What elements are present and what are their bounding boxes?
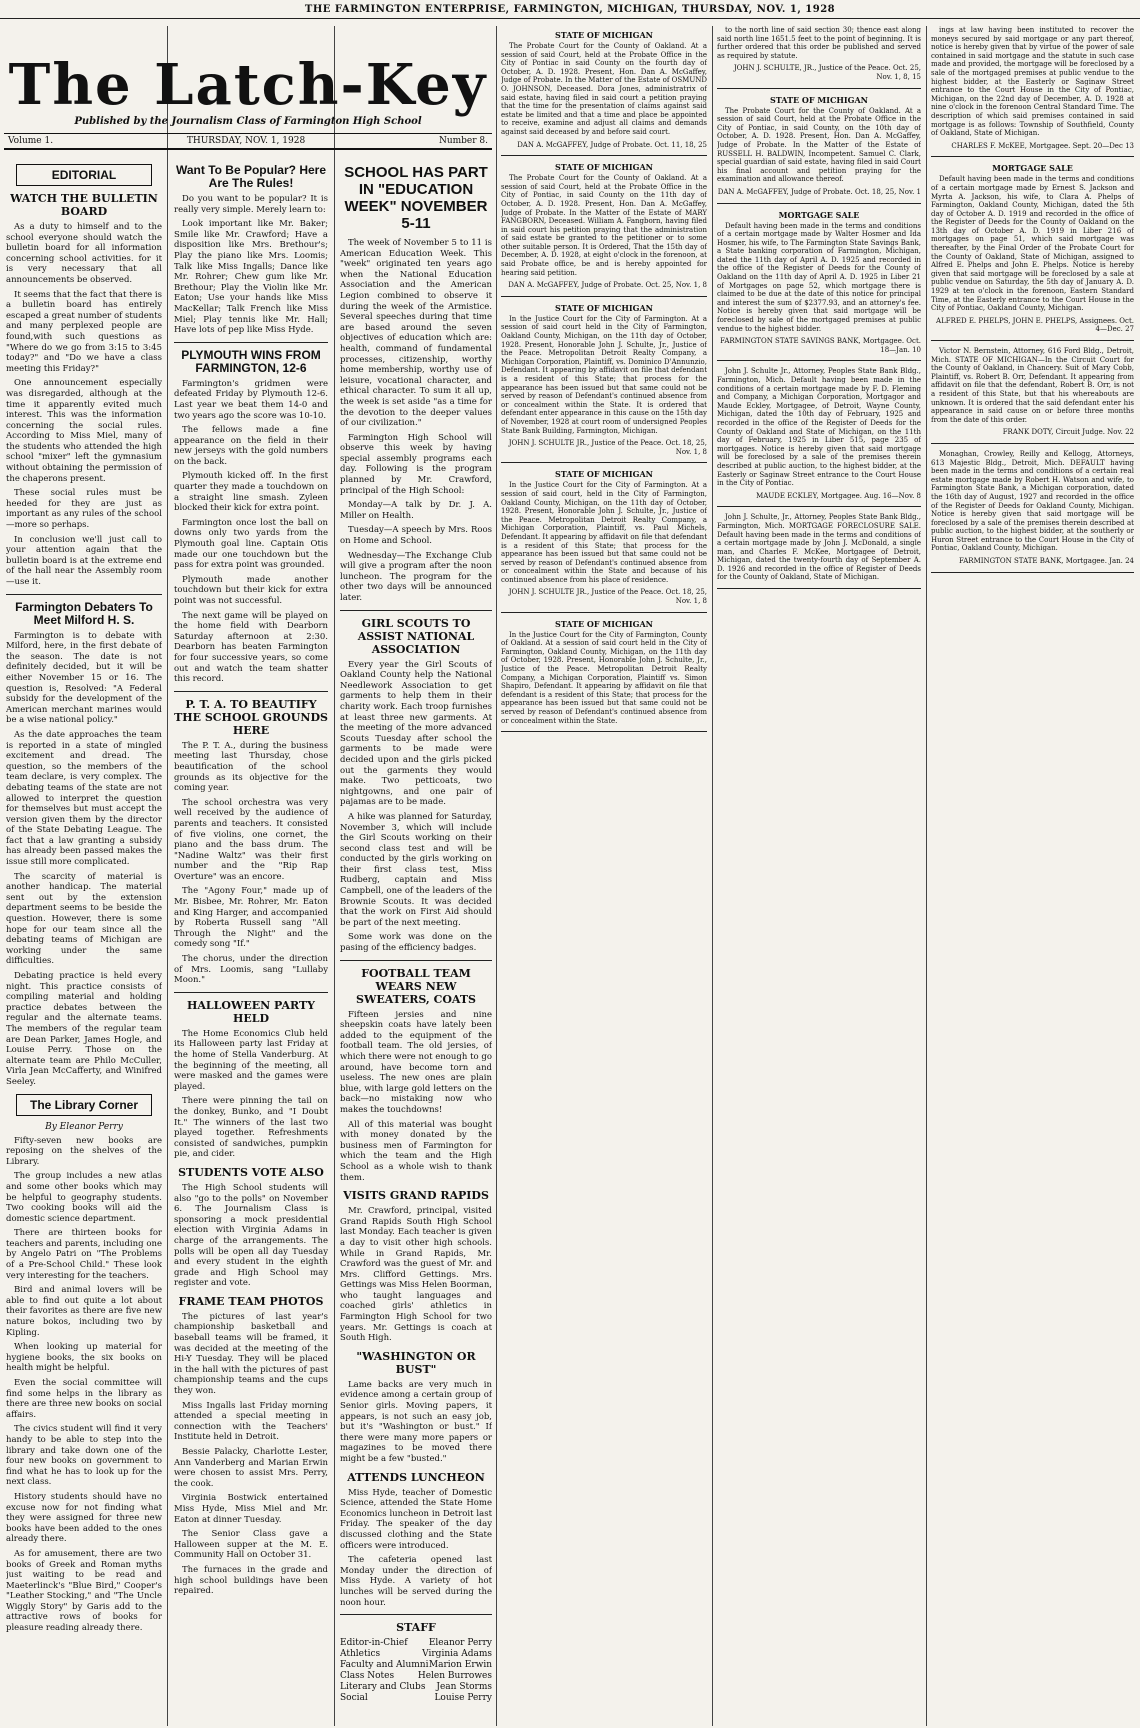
notice-text: Default having been made in the terms and conditions of a certain mortgage made by Walter Hosmer and Ida Hosmer, his wife, to The Farmington State Savings Bank, a State banking corporation of Farmington, Michigan, dated the 11th day of April A. D. 1925 and recorded in the office of the Register of Deeds for the County of Oakland on the 11th day of April A. D. 1925 in Liber 21 of Mortgages on page 52, which mortgage there is claimed to be due at the date of this notice for principal and interest the sum of $2377.93, and an attorney's fee. Notice is hereby given that said mortgage will be foreclosed by sale of the mortgaged premises at public vendue to the highest bidder.: [717, 221, 921, 333]
paragraph: The P. T. A., during the business meeting last Thursday, chose beautification of the school grounds as its objective for the coming year.: [174, 740, 328, 794]
paragraph: Miss Hyde, teacher of Domestic Science, attended the State Home Economics luncheon in Detroit last Friday. The speaker of the day discussed clothing and the State officers were introduced.: [340, 1487, 492, 1551]
divider: [501, 296, 707, 297]
staff-role: Literary and Clubs: [340, 1682, 426, 1693]
divider: [501, 731, 707, 732]
notice-text: The Probate Court for the County of Oakland. At a session of said Court, held at the Probate Office in the City of Pontiac, in said County on the 11th day of October, A. D. 1928. Present, Hon. Dan A. McGaffey, Judge of Probate. In the Matter of the Estate of MARY FANGBORN, Deceased. William A. Fangborn, having filed in said court his petition praying that the administration of said estate be granted to the petitioner or to some other suitable person. It is Ordered, That the 15th day of December, A. D. 1928, at eight o'clock in the forenoon, at said Probate office, be and is hereby appointed for hearing said petition.: [501, 174, 707, 277]
column-rule: [926, 26, 927, 1726]
article-headline: VISITS GRAND RAPIDS: [343, 1189, 489, 1203]
paragraph: Farmington once lost the ball on downs only two yards from the Plymouth goal line. Captain Otis made our one touchdown but the pass for extra point was grounded.: [174, 517, 328, 571]
article-headline: Farmington Debaters To Meet Milford H. S.: [15, 599, 153, 627]
paragraph: The school orchestra was very well received by the audience of parents and teachers. It consisted of five violins, one cornet, the piano and the bass drum. The "Nadine Waltz" was their first number and the "Rip Rap Overture" was an encore.: [174, 797, 328, 882]
legal-notices-column: [501, 26, 707, 1724]
article-headline: ATTENDS LUNCHEON: [347, 1470, 485, 1484]
paragraph: There are thirteen books for teachers and parents, including one by Angelo Patri on "The Problems of a Pre-School Child." These look very interesting for the teachers.: [6, 1228, 162, 1281]
paragraph: Lame backs are very much in evidence among a certain group of Senior girls. Moving papers, it appears, is not such an easy job, but it's "Washington or bust." If there were many more papers or magazines to be moved there might be a few "busted.": [340, 1379, 492, 1464]
paragraph: Tuesday—A speech by Mrs. Roos on Home and School.: [340, 525, 492, 547]
paragraph: It seems that the fact that there is a bulletin board has entirely escaped a great number of students and many perplexed people are found,with such questions as "Where do we go from 3:15 to 3:45 today?" and "Do we have a class meeting this Friday?": [6, 289, 162, 374]
staff-row: [340, 1693, 492, 1704]
notice-title: STATE OF MICHIGAN: [555, 302, 653, 313]
paragraph: Monday—A talk by Dr. J. A. Miller on Health.: [340, 500, 492, 521]
paragraph: Even the social committee will find some helps in the library as there are three new books on social affairs.: [6, 1378, 162, 1420]
divider: [717, 360, 921, 361]
notice-signature: FRANK DOTY, Circuit Judge. Nov. 22: [1002, 428, 1134, 437]
legal-notice: [717, 210, 921, 362]
article-body: [340, 1010, 492, 1184]
running-head: THE FARMINGTON ENTERPRISE, FARMINGTON, MICHIGAN, THURSDAY, NOV. 1, 1928: [0, 4, 1140, 19]
article-body: [6, 631, 162, 1088]
paragraph: The next game will be played on the home field with Dearborn Saturday afternoon at 2:30. Dearborn has beaten Farmington for four successive years, so come out and watch the team shatter this record.: [174, 610, 328, 685]
staff-name: Jean Storms: [436, 1682, 492, 1693]
notice-signature: DAN A. McGAFFEY, Judge of Probate. Oct. 18, 25, Nov. 1: [717, 187, 921, 196]
notice-title: STATE OF MICHIGAN: [555, 162, 653, 173]
article-headline: "WASHINGTON OR BUST": [356, 1349, 476, 1376]
divider: [717, 203, 921, 204]
article-headline: P. T. A. TO BEAUTIFY THE SCHOOL GROUNDS HERE: [174, 697, 328, 737]
legal-notice: [501, 303, 707, 464]
column-rule: [712, 26, 713, 1726]
legal-notice: [931, 347, 1134, 444]
staff-role: Athletics: [340, 1649, 381, 1660]
paragraph: One announcement especially was disregarded, although at the time it apparently evited much interest. This was the information concerning the social rules. According to Miss Miel, many of the students who attended the high school "mixer" left the gymnasium without obtaining the permission of the chaperons present.: [6, 378, 162, 484]
notice-text: In the Justice Court for the City of Farmington. At a session of said court held in the City of Farmington, Oakland County, Michigan, on the 11th day of October, 1928. Present, Honorable John J. Schulte, Jr., Justice of the Peace. Metropolitan Detroit Realty Company, a Michigan Corporation, Plaintiff, vs. Dominico D'Annunzio, Defendant. It appearing by affidavit on file that defendant is a resident of this State; that process for the appearance has been issued but that same could not be served by reason of Defendant's continued absence from or concealment within the State. It is ordered that defendant enter appearance in this cause on the 15th day of November, 1928 at court room of undersigned Peoples State Bank Building, Farmington, Michigan.: [501, 314, 707, 435]
article-headline: PLYMOUTH WINS FROM FARMINGTON, 12-6: [181, 347, 321, 375]
article-body: [174, 1312, 328, 1597]
notice-text: In the Justice Court for the City of Farmington, County of Oakland. At a session of said court held in the City of Farmington, Oakland County, Michigan, on the 11th day of October, 1928. Present, Honorable John J. Schulte, Jr., Justice of the Peace. Metropolitan Detroit Realty Company, a Michigan Corporation, Plaintiff vs. Simon Shapiro, Defendant. It appearing by affidavit on file that defendant is a resident of this State; that process for the appearance has been issued but that same could not be served by reason of Defendant's continued absence from or concealment within the State.: [501, 630, 707, 725]
article-body: [340, 1380, 492, 1465]
paragraph: Look important like Mr. Baker; Smile like Mr. Crawford; Have a disposition like Mrs. Brethour's; Play the piano like Mrs. Loomis; Talk like Miss Ingalls; Dance like Mr. Rohrer; Chew gum like Mr. Brethour; Play the Violin like Mr. Eaton; Use your hands like Miss MacKellar; Talk French like Miss Miel; Play tennis like Mr. Hall; Have lots of pep like Miss Hyde.: [174, 219, 328, 336]
article-headline: SCHOOL HAS PART IN "EDUCATION WEEK" NOVEMBER 5-11: [344, 164, 488, 232]
staff-row: [340, 1649, 492, 1660]
staff-list: [340, 1638, 492, 1704]
notice-title: STATE OF MICHIGAN: [555, 469, 653, 480]
paragraph: The High School students will also "go to the polls" on November 6. The Journalism Class is sponsoring a mock presidential election with Virginia Adams in charge of the arrangements. The polls will be open all day Tuesday and every student in the eighth grade and High School may register and vote.: [174, 1182, 328, 1289]
legal-notice: [501, 30, 707, 156]
staff-name: Virginia Adams: [422, 1649, 492, 1660]
paragraph: In conclusion we'll just call to your attention again that the bulletin board is at the extreme end of the hall near the Assembly room—use it.: [6, 534, 162, 587]
staff-role: Faculty and Alumni: [340, 1660, 429, 1671]
notice-text: ings at law having been instituted to recover the moneys secured by said mortgage or any part thereof, notice is hereby given that by virtue of the power of sale contained in said mortgage and the statute in such case made and provided, the mortgage will be foreclosed by a sale of the mortgaged premises at public vendue to the highest bidder, at the Easterly or Saginaw Street entrance to the Court House in the City of Pontiac, Michigan, on the 22nd day of December, A. D. 1928 at nine o'clock in the forenoon Central Standard Time. The description of which said premises contained in said mortgage is as follows: Township of Southfield, County of Oakland, State of Michigan.: [931, 26, 1134, 138]
byline: By Eleanor Perry: [45, 1121, 123, 1132]
article-body: [6, 222, 162, 588]
divider: [931, 156, 1134, 157]
notice-text: Default having been made in the terms and conditions of a certain mortgage made by Ernest S. Jackson and Myrta A. Jackson, his wife, to Clara A. Phelps of Farmington, Oakland County, Michigan, dated the 5th day of October A. D. 1919 and recorded in the office of the Register of Deeds for the County of Oakland on the 13th day of October A. D. 1919 in Liber 216 of mortgages on page 51, which said mortgage was thereafter, by the Final Order of the Probate Court for the County of Oakland, State of Michigan, assigned to Alfred E. Phelps and John E. Phelps. Notice is hereby given that said mortgage will be foreclosed by a sale at public vendue on Saturday, the 5th day of January A. D. 1929 at ten o'clock in the forenoon, Eastern Standard Time, at the Easterly entrance to the Court House in the City of Pontiac, Oakland County, Michigan.: [931, 175, 1134, 313]
paragraph: Mr. Crawford, principal, visited Grand Rapids South High School last Monday. Each teacher is given a day to visit other high schools. While in Grand Rapids, Mr. Crawford was the guest of Mr. and Mrs. Clifford Gettings. Mrs. Gettings was Miss Helen Boorman, who taught languages and coached girls' athletics in Farmington High School for two years. Mr. Gettings is coach at South High.: [340, 1206, 492, 1344]
paragraph: The civics student will find it very handy to be able to step into the library and take down one of the four new books on government to find what he has to look up for the next class.: [6, 1424, 162, 1488]
volume-label: Volume 1.: [8, 136, 54, 146]
notice-signature: JOHN J. SCHULTE, JR., Justice of the Peace. Oct. 25, Nov. 1, 8, 15: [733, 64, 921, 81]
paragraph: Farmington is to debate with Milford, here, in the first debate of the season. The date is not definitely decided, but it will be either November 15 or 16. The question is, Resolved: "A Federal subsidy for the development of the American merchant marines would be a wise national policy.": [6, 630, 162, 726]
notice-text: In the Justice Court for the City of Farmington. At a session of said court, held in the City of Farmington, Oakland County, Michigan, on the 11th day of October, 1928. Present, Honorable John J. Schulte, Jr., Justice of the Peace. Metropolitan Detroit Realty Company, a Michigan Corporation, Plaintiff, vs. Paul Michels, Defendant. It appearing by affidavit on file that defendant is a resident of this State; that process for the appearance has been issued but that same could not be served by reason of Defendant's continued absence from or concealment within the State and because of his continued absence from his place of residence.: [501, 481, 707, 584]
paragraph: The group includes a new atlas and some other books which may be helpful to geography students. Two cooking books will aid the domestic science department.: [6, 1171, 162, 1224]
notice-signature: CHARLES F. McKEE, Mortgagee. Sept. 20—Dec 13: [951, 141, 1134, 150]
article-body: [174, 1183, 328, 1289]
paragraph: The "Agony Four," made up of Mr. Bisbee, Mr. Rohrer, Mr. Eaton and King Harger, and accompanied by Roberta Russell sang "All Through the Night" and the comedy song "If.": [174, 886, 328, 950]
divider: [931, 340, 1134, 341]
column-rule: [167, 26, 168, 1726]
article-body: [340, 660, 492, 954]
staff-role: Social: [340, 1693, 368, 1704]
article-body: [174, 194, 328, 336]
legal-notice: [931, 450, 1134, 573]
article-headline: FOOTBALL TEAM WEARS NEW SWEATERS, COATS: [356, 966, 476, 1006]
legal-notice: [717, 367, 921, 507]
paragraph: Some work was done on the pasing of the efficiency badges.: [340, 932, 492, 954]
legal-notice: [931, 26, 1134, 157]
notice-title: STATE OF MICHIGAN: [555, 618, 653, 629]
article-body: [340, 1206, 492, 1344]
notice-text: John J. Schulte, Jr., Attorney, Peoples State Bank Bldg., Farmington, Mich. MORTGAGE FORECLOSURE SALE. Default having been made in the terms and conditions of a certain mortgage made by John J. McDonald, a single man, and Charles F. McKee, Mortgagee of Detroit, Michigan, dated the twenty-fourth day of September A. D. 1926 and recorded in the office of Register of Deeds for the County of Oakland, State of Michigan.: [717, 513, 921, 582]
paragraph: As the date approaches the team is reported in a state of mingled excitement and dread. The question, so the members of the team declare, is very complex. The debating teams of the state are not allowed to interpret the question for themselves but must accept the version given them by the director of the State Debating League. The fact that a law granting a subsidy has already been passed makes the issue still more complicated.: [6, 729, 162, 868]
paragraph: Every year the Girl Scouts of Oakland County help the National Needlework Association to get garments to help them in their charity work. Each troop furnishes at least three new garments. At the meeting of the more advanced Scouts Tuesday after school the garments to be made were decided upon and the girls picked out the garments they would make. Two petticoats, two nightgowns, and one pair of pajamas are to be made.: [340, 659, 492, 808]
column-1: [6, 158, 162, 1724]
paragraph: The fellows made a fine appearance on the field in their new jerseys with the gold numbers on the back.: [174, 425, 328, 467]
paragraph: Plymouth kicked off. In the first quarter they made a touchdown on a straight line smash. Zyleen blocked their kick for extra point.: [174, 471, 328, 514]
notice-signature: FARMINGTON STATE BANK, Mortgagee. Jan. 24: [959, 557, 1134, 566]
masthead-subtitle: Published by the Journalism Class of Farmington High School: [74, 116, 422, 127]
legal-notices-column: [931, 26, 1134, 1724]
staff-row: [340, 1682, 492, 1693]
staff-row: [340, 1638, 492, 1649]
paragraph: Fifty-seven new books are reposing on the shelves of the Library.: [6, 1135, 162, 1167]
staff-row: [340, 1671, 492, 1682]
notice-signature: FARMINGTON STATE SAVINGS BANK, Mortgagee. Oct. 18—Jan. 10: [720, 337, 921, 354]
paragraph: The Home Economics Club held its Halloween party last Friday at the home of Stella Vanderburg. At the beginning of the meeting, all were masked and the games were played.: [174, 1028, 328, 1092]
divider: [717, 506, 921, 507]
paragraph: These social rules must be heeded for they are just as important as any rules of the school —more so perhaps.: [6, 488, 162, 531]
paragraph: When looking up material for hygiene books, the six books on health might be helpful.: [6, 1342, 162, 1374]
paragraph: Miss Ingalls last Friday morning attended a special meeting in connection with the Teachers' Institute held in Detroit.: [174, 1400, 328, 1443]
editorial-label: EDITORIAL: [16, 164, 152, 186]
divider: [340, 1614, 492, 1615]
staff-heading: STAFF: [396, 1621, 436, 1635]
notice-text: Victor N. Bernstein, Attorney, 616 Ford Bldg., Detroit, Mich. STATE OF MICHIGAN—In the Circuit Court for the County of Oakland, in Chancery. Suit of Mary Cobb, Plaintiff, vs. Robert B. Orr, Defendant. It appearing from affidavit on file that the defendant, Robert B. Orr, is not a resident of this State, but that his whereabouts are unknown. It is ordered that the said defendant enter his appearance in said cause on or before three months from the date of this order.: [931, 347, 1134, 424]
staff-role: Editor-in-Chief: [340, 1638, 408, 1649]
legal-notice: [931, 163, 1134, 341]
masthead: [4, 26, 492, 150]
divider: [717, 88, 921, 89]
divider: [174, 342, 328, 343]
article-body: [174, 741, 328, 986]
staff-role: Class Notes: [340, 1671, 395, 1682]
paragraph: Plymouth made another touchdown but their kick for extra point was not successful.: [174, 574, 328, 606]
divider: [6, 594, 162, 595]
issue-number: Number 8.: [438, 136, 488, 146]
paragraph: The pictures of last year's championship basketball and baseball teams will be framed, it was decided at the meeting of the Hi-Y Tuesday. They will be placed in the hall with the pictures of past championship teams and the cups they won.: [174, 1311, 328, 1397]
paragraph: Wednesday—The Exchange Club will give a program after the noon luncheon. The program for the other two days will be announced later.: [340, 550, 492, 603]
issue-date: THURSDAY, NOV. 1, 1928: [186, 136, 306, 146]
legal-notice: [717, 95, 921, 204]
divider: [501, 462, 707, 463]
notice-text: The Probate Court for the County of Oakland. At a session of said Court, held at the Probate Office in the City of Pontiac in said County on the fourth day of October, A. D. 1928. Present, Hon. Dan A. McGaffey, Judge of Probate. In the Matter of the Estate of OSMUND O. JOHNSON, Deceased. Dora Jones, administratrix of said estate, having filed in said court a petition praying that the time for the presentation of claims against said estate be limited and that a time and place be appointed to receive, examine and adjust all claims and demands against said deceased by and before said court.: [501, 42, 707, 136]
paragraph: Do you want to be popular? It is really very simple. Merely learn to:: [174, 194, 328, 215]
column-rule: [334, 26, 335, 1726]
paragraph: As for amusement, there are two books of Greek and Roman myths just waiting to be read and Maeterlinck's "Blue Bird," Cooper's "Leather Stocking," and "The Uncle Wiggly Story" by Garis add to the attractive rows of books for pleasure reading already there.: [6, 1548, 162, 1634]
paragraph: Bessie Palacky, Charlotte Lester, Ann Vanderberg and Marian Erwin were chosen to assist Mrs. Perry, the cook.: [174, 1447, 328, 1489]
divider: [501, 155, 707, 156]
paragraph: Debating practice is held every night. This practice consists of compiling material and holding practice debates between the regular and the alternate teams. The members of the regular team are Dean Parker, James Hogle, and Louise Perry. Those on the alternate team are Philo McCuller, Virla Jean McCafferty, and Winifred Seeley.: [6, 971, 162, 1087]
paragraph: The cafeteria opened last Monday under the direction of Miss Hyde. A variety of hot lunches will be served during the noon hour.: [340, 1555, 492, 1608]
legal-notice: [717, 26, 921, 89]
column-3: [340, 158, 492, 1724]
article-body: [174, 1029, 328, 1160]
divider: [174, 691, 328, 692]
article-body: [340, 238, 492, 604]
paragraph: Virginia Bostwick entertained Miss Hyde, Miss Miel and Mr. Eaton at dinner Tuesday.: [174, 1493, 328, 1525]
divider: [931, 572, 1134, 573]
staff-name: Helen Burrowes: [417, 1671, 492, 1682]
paragraph: The week of November 5 to 11 is American Education Week. This "week" originated ten years ago when the National Education Association and the American Legion combined to observe it during the week of the Armistice. Several speeches during that time are based around the seven objectives of education which are: health, command of fundamental processes, citizenship, worthy home membership, worthy use of leisure, vocational character, and ethical character. To sum it all up, the week is set aside "as a time for the devotion to the deeper values of our civilization.": [340, 238, 492, 429]
article-body: [174, 379, 328, 685]
divider: [717, 588, 921, 589]
paragraph: Farmington High School will observe this week by having special assembly programs each day. Following is the program planned by Mr. Crawford, principal of the High School:: [340, 432, 492, 496]
article-headline: GIRL SCOUTS TO ASSIST NATIONAL ASSOCIATION: [357, 616, 475, 656]
paragraph: The furnaces in the grade and high school buildings have been repaired.: [174, 1564, 328, 1597]
notice-title: MORTGAGE SALE: [778, 209, 860, 220]
notice-title: STATE OF MICHIGAN: [770, 94, 868, 105]
column-rule: [496, 26, 497, 1726]
paragraph: Farmington's gridmen were defeated Friday by Plymouth 12-6. Last year we beat them 14-0 and two years ago the score was 10-10.: [174, 378, 328, 421]
article-body: [6, 1136, 162, 1634]
legal-notice: [501, 469, 707, 612]
divider: [931, 443, 1134, 444]
library-corner-label: The Library Corner: [16, 1094, 152, 1116]
notice-text: The Probate Court for the County of Oakland. At a session of said Court, held at the Probate Office in the City of Pontiac, in said County, on the 10th day of October, A. D. 1928. Present, Hon. Dan A. McGaffey, Judge of Probate. In the Matter of the Estate of RUSSELL H. BALDWIN, Incompetent. Samuel C. Clark, special guardian of said estate, having filed in said Court his final account and petition praying for the examination and allowance thereof.: [717, 106, 921, 184]
paragraph: All of this material was bought with money donated by the business men of Farmington for which the team and the High School as a whole wish to thank them.: [340, 1119, 492, 1183]
staff-row: [340, 1660, 492, 1671]
paragraph: The scarcity of material is another handicap. The material sent out by the extension department seems to be beside the question. However, there is some hope for our team since all the debating teams of Michigan are working under the same difficulties.: [6, 871, 162, 967]
legal-notices-column: [717, 26, 921, 1724]
notice-signature: DAN A. McGAFFEY, Judge of Probate. Oct. 25, Nov. 1, 8: [508, 281, 707, 290]
notice-signature: JOHN J. SCHULTE JR., Justice of the Peace. Oct. 18, 25, Nov. 1, 8: [508, 439, 707, 456]
divider: [501, 612, 707, 613]
column-2: [174, 158, 328, 1724]
legal-notice: [501, 162, 707, 297]
legal-notice: [717, 513, 921, 589]
notice-text: to the north line of said section 30; thence east along said north line 1651.5 feet to the point of beginning. It is further ordered that this order be published and served as required by statute.: [717, 26, 921, 60]
paragraph: History students should have no excuse now for not finding what they were assigned for three new books have been added to the ones already there.: [6, 1491, 162, 1545]
notice-text: Monaghan, Crowley, Reilly and Kellogg, Attorneys, 613 Majestic Bldg., Detroit, Mich. DEFAULT having been made in the terms and conditions of a certain real estate mortgage made by Robert H. Watson and wife, to Farmington State Bank, a Michigan corporation, dated the 16th day of August, 1927 and recorded in the office of the Register of Deeds for Oakland County, Michigan. Notice is hereby given that said mortgage will be foreclosed by a sale of the premises therein described at public auction, to the highest bidder, at the southerly or Huron Street entrance to the Court House in the City of Pontiac, Oakland County, Michigan.: [931, 449, 1134, 553]
notice-signature: ALFRED E. PHELPS, JOHN E. PHELPS, Assignees. Oct. 4—Dec. 27: [936, 316, 1134, 334]
article-headline: WATCH THE BULLETIN BOARD: [10, 192, 158, 218]
notice-signature: DAN A. McGAFFEY, Judge of Probate. Oct. 11, 18, 25: [517, 140, 707, 149]
legal-notice: [501, 619, 707, 733]
paragraph: There were pinning the tail on the donkey, Bunko, and "I Doubt It." The winners of the last two played together. Refreshments consisted of sandwiches, pumpkin pie, and cider.: [174, 1096, 328, 1160]
article-headline: HALLOWEEN PARTY HELD: [187, 998, 315, 1025]
divider: [174, 992, 328, 993]
paragraph: The Senior Class gave a Halloween supper at the M. E. Community Hall on October 31.: [174, 1529, 328, 1561]
paragraph: The chorus, under the direction of Mrs. Loomis, sang "Lullaby Moon.": [174, 954, 328, 986]
staff-name: Eleanor Perry: [428, 1638, 492, 1649]
notice-title: MORTGAGE SALE: [992, 163, 1073, 174]
staff-name: Marion Erwin: [428, 1660, 492, 1671]
masthead-title: The Latch-Key: [8, 52, 488, 118]
article-headline: STUDENTS VOTE ALSO: [178, 1165, 324, 1179]
notice-text: John J. Schulte Jr., Attorney, Peoples State Bank Bldg., Farmington, Mich. Default having been made in the conditions of a certain mortgage made by F. D. Fleming and Company, a Michigan Corporation, Mortgagor and Maude Eckley, Mortgagee, of Detroit, Wayne County, Michigan, dated the 10th day of February, 1925 and recorded in the office of the Register of Deeds for the County of Oakland and State of Michigan, on the 11th day of February, 1925 in Liber 515, page 235 of mortgages. Notice is hereby given that said mortgage will be foreclosed by a sale of the premises therein described at public auction, to the highest bidder, at the Easterly or Saginaw Street entrance to the Court House in the City of Pontiac.: [717, 367, 921, 488]
paragraph: Fifteen jersies and nine sheepskin coats have lately been added to the equipment of the football team. The old jersies, of which there were not enough to go around, have become torn and useless. The new ones are plain blue, with large gold letters on the back—no mistaking now who makes the touchdowns!: [340, 1009, 492, 1115]
paragraph: As a duty to himself and to the school everyone should watch the bulletin board for all information concerning school activities. for it is very necessary that all announcements be observed.: [6, 222, 162, 285]
divider: [340, 610, 492, 611]
staff-name: Louise Perry: [434, 1693, 492, 1704]
article-headline: Want To Be Popular? Here Are The Rules!: [175, 163, 326, 190]
paragraph: A hike was planned for Saturday, November 3, which will include the Girl Scouts working on their second class test and will be conducted by the girls working on their first class test, Miss Rudberg, captain and Miss Campbell, one of the leaders of the Brownie Scouts. It was decided that the work on First Aid should be part of the next meeting.: [340, 811, 492, 928]
paragraph: Bird and animal lovers will be able to find out quite a lot about their favorites as there are five new nature bokos, including two by Kipling.: [6, 1285, 162, 1338]
article-headline: FRAME TEAM PHOTOS: [178, 1294, 324, 1308]
notice-signature: MAUDE ECKLEY, Mortgagee. Aug. 16—Nov. 8: [756, 491, 921, 500]
divider: [340, 960, 492, 961]
masthead-dateline: [4, 133, 492, 148]
article-body: [340, 1488, 492, 1609]
notice-title: STATE OF MICHIGAN: [555, 30, 653, 40]
notice-signature: JOHN J. SCHULTE JR., Justice of the Peace. Oct. 18, 25, Nov. 1, 8: [508, 588, 707, 606]
